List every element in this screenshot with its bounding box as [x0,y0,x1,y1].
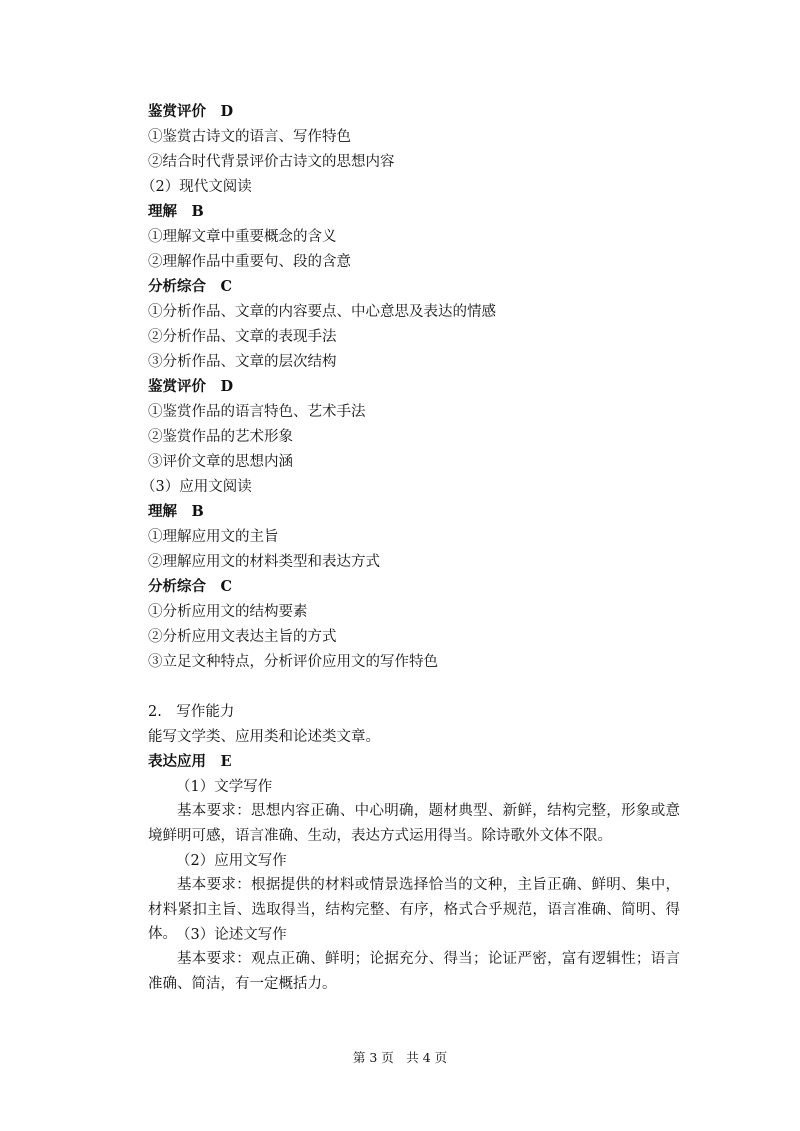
requirement-item: ①理解应用文的主旨 [148,529,279,545]
requirement-item: ②鉴赏作品的艺术形象 [148,429,293,445]
level-heading: 理解 B [148,203,204,220]
section-heading: 2. 写作能力 [148,704,235,720]
subsection-heading: （3）论述文写作 [176,927,287,943]
requirement-paragraph: 基本要求：观点正确、鲜明；论据充分、得当；论证严密，富有逻辑性；语言准确、简洁，有一定概括力。 [148,951,680,992]
requirement-item: ③立足文种特点，分析评价应用文的写作特色 [148,654,438,670]
level-heading: 分析综合 C [148,578,233,595]
level-heading: 表达应用 E [148,753,232,770]
section-heading: （3）应用文阅读 [141,479,252,495]
requirement-item: ①理解文章中重要概念的含义 [148,229,337,245]
requirement-item: ②理解作品中重要句、段的含意 [148,254,351,270]
subsection-heading: （1）文学写作 [176,779,273,795]
requirement-item: ②分析应用文表达主旨的方式 [148,629,337,645]
section-heading: （2）现代文阅读 [141,179,252,195]
requirement-item: ②分析作品、文章的表现手法 [148,329,337,345]
level-heading: 鉴赏评价 D [148,378,234,395]
requirement-item: ①鉴赏古诗文的语言、写作特色 [148,129,351,145]
requirement-item: ③分析作品、文章的层次结构 [148,354,337,370]
requirement-item: ①分析应用文的结构要素 [148,604,308,620]
intro-text: 能写文学类、应用类和论述类文章。 [148,729,380,745]
requirement-item: ③评价文章的思想内涵 [148,454,293,470]
requirement-item: ①鉴赏作品的语言特色、艺术手法 [148,404,366,420]
level-heading: 鉴赏评价 D [148,103,234,120]
subsection-heading: （2）应用文写作 [176,853,287,869]
level-heading: 理解 B [148,503,204,520]
requirement-item: ①分析作品、文章的内容要点、中心意思及表达的情感 [148,304,496,320]
page-footer: 第 3 页 共 4 页 [352,1050,448,1065]
requirement-paragraph: 基本要求：根据提供的材料或情景选择恰当的文种，主旨正确、鲜明、集中，材料紧扣主旨、选取得当，结构完整、有序，格式合乎规范，语言准确、简明、得体。 [148,877,680,942]
requirement-paragraph: 基本要求：思想内容正确、中心明确，题材典型、新鲜，结构完整，形象或意境鲜明可感，语言准确、生动，表达方式运用得当。除诗歌外文体不限。 [148,803,680,844]
requirement-item: ②结合时代背景评价古诗文的思想内容 [148,154,395,170]
level-heading: 分析综合 C [148,278,233,295]
requirement-item: ②理解应用文的材料类型和表达方式 [148,554,380,570]
